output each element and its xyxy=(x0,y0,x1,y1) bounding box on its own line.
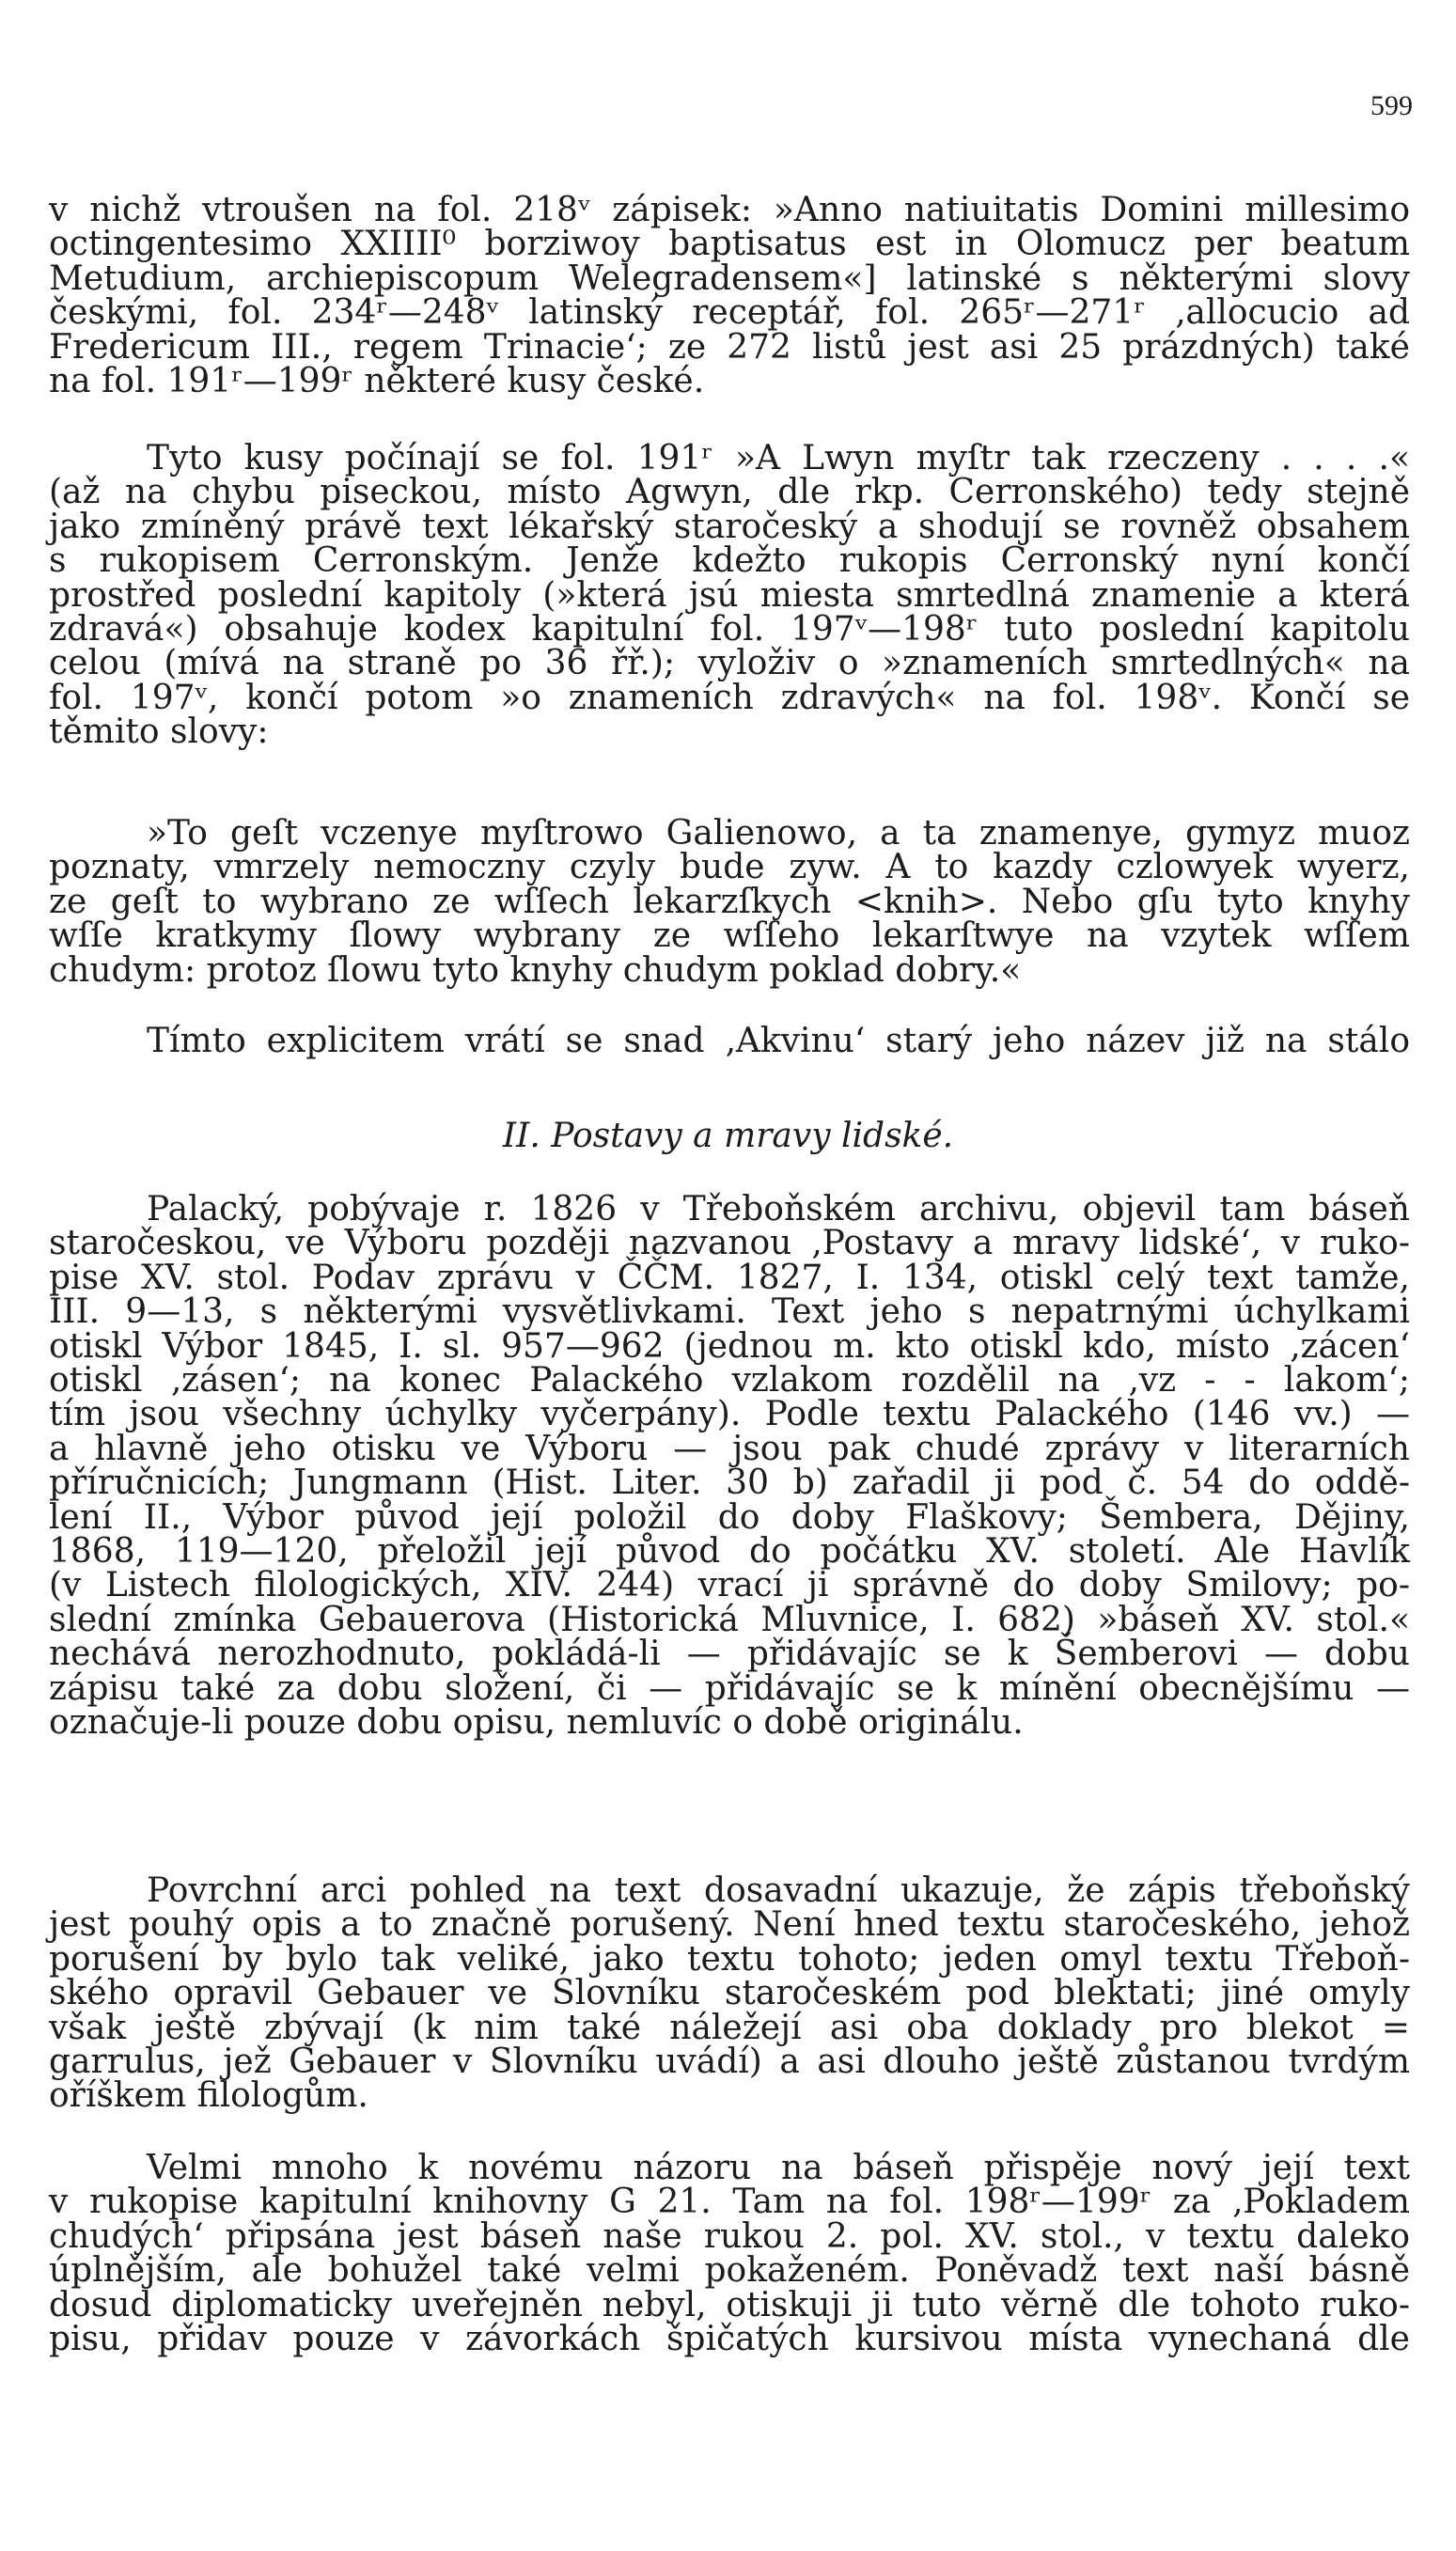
text-line: (v Listech filologických, XIV. 244) vrací ji správně do doby Smilovy; po- xyxy=(49,1566,1410,1605)
text-line: prostřed poslední kapitoly (»která jsú miesta smrtedlná znamenie a která xyxy=(49,575,1410,615)
text-line: dosud diplomaticky uveřejněn nebyl, otiskuji ji tuto věrně dle tohoto ruko- xyxy=(49,2285,1410,2324)
paragraph-czech-pieces xyxy=(49,439,1410,752)
text-line: fol. 197ᵛ, končí potom »o znameních zdravých« na fol. 198ᵛ. Končí se xyxy=(49,678,1410,717)
text-line: jest pouhý opis a to značně porušený. Není hned textu staročeského, jehož xyxy=(49,1905,1410,1945)
text-line: v rukopise kapitulní knihovny G 21. Tam na fol. 198ʳ—199ʳ za ‚Pokladem xyxy=(49,2183,1410,2222)
text-line: lení II., Výbor původ její položil do doby Flaškovy; Šembera, Dějiny, xyxy=(49,1497,1410,1537)
text-line: Tímto explicitem vrátí se snad ‚Akvinu‘ starý jeho název již na stálo xyxy=(147,1022,1410,1060)
text-line: chudym: protoz ſlowu tyto knyhy chudym poklad dobry.« xyxy=(49,950,1022,990)
paragraph-explicit xyxy=(49,1022,1410,1060)
text-line: »To geſt vczenye myſtrowo Galienowo, a ta znamenye, gymyz muoz xyxy=(147,814,1410,853)
page-number: 599 xyxy=(1370,90,1413,121)
text-line: wſſe kratkymy ſlowy wybrany ze wſſeho lekarſtwye na vzytek wſſem xyxy=(49,916,1410,956)
text-line: otiskl Výbor 1845, I. sl. 957—962 (jednou m. kto otiskl kdo, místo ‚zácen‘ xyxy=(49,1326,1410,1366)
text-line: s rukopisem Cerronským. Jenže kdežto rukopis Cerronský nyní končí xyxy=(49,541,1410,581)
text-line: tím jsou všechny úchylky vyčerpány). Podle textu Palackého (146 vv.) — xyxy=(49,1395,1410,1434)
text-line: garrulus, jež Gebauer v Slovníku uvádí) a asi dlouho ještě zůstanou tvrdým xyxy=(49,2042,1410,2082)
text-line: (až na chybu piseckou, místo Agwyn, dle rkp. Cerronského) tedy stejně xyxy=(49,473,1410,512)
paragraph-palacky xyxy=(49,1190,1410,1743)
text-line: chudých‘ připsána jest báseň naše rukou 2. pol. XV. stol., v textu daleko xyxy=(49,2216,1410,2256)
text-line: Tyto kusy počínají se fol. 191ʳ »A Lwyn myſtr tak rzeczeny . . . .« xyxy=(147,439,1410,477)
text-line: příručnicích; Jungmann (Hist. Liter. 30 b) zařadil ji pod č. 54 do oddě- xyxy=(49,1463,1410,1503)
text-line: pise XV. stol. Podav zprávu v ČČM. 1827, I. 134, otiskl celý text tamže, xyxy=(49,1258,1410,1297)
text-line: III. 9—13, s některými vysvětlivkami. Text jeho s nepatrnými úchylkami xyxy=(49,1292,1410,1332)
text-line: Velmi mnoho k novému názoru na báseň přispěje nový její text xyxy=(147,2149,1410,2187)
text-line: Metudium, archiepiscopum Welegradensem«] latinské s některými slovy xyxy=(49,258,1410,298)
text-line: ského opravil Gebauer ve Slovníku staročeském pod blektati; jiné omyly xyxy=(49,1974,1410,2013)
text-line: však ještě zbývají (k nim také náležejí asi oba doklady pro blekot = xyxy=(49,2008,1410,2047)
text-line: staročeskou, ve Výboru později nazvanou ‚Postavy a mravy lidské‘, v ruko- xyxy=(49,1224,1410,1263)
paragraph-manuscript-description xyxy=(49,191,1410,401)
text-line: zápisu také za dobu složení, či — přidávajíc se k mínění obecnějšímu — xyxy=(49,1668,1410,1708)
text-line: oříškem filologům. xyxy=(49,2076,368,2116)
paragraph-trebon-copy xyxy=(49,1871,1410,2116)
text-line: 1868, 119—120, přeložil její původ do počátku XV. století. Ale Havlík xyxy=(49,1532,1410,1572)
text-line: českými, fol. 234ʳ—248ᵛ latinský receptář, fol. 265ʳ—271ʳ ‚allocucio ad xyxy=(49,293,1410,333)
text-line: poznaty, vmrzely nemoczny czyly bude zyw. A to kazdy czlowyek wyerz, xyxy=(49,848,1410,887)
text-line: otiskl ‚zásen‘; na konec Palackého vzlakom rozdělil na ‚vz - - lakom‘; xyxy=(49,1361,1410,1401)
text-line: úplnějším, ale bohužel také velmi pokaženém. Poněvadž text naší básně xyxy=(49,2251,1410,2291)
text-line: zdravá«) obsahuje kodex kapitulní fol. 197ᵛ—198ʳ tuto poslední kapitolu xyxy=(49,610,1410,649)
text-line: nechává nerozhodnuto, pokládá-li — přidávajíc se k Šemberovi — dobu xyxy=(49,1635,1410,1674)
text-line: a hlavně jeho otisku ve Výboru — jsou pak chudé zprávy v literarních xyxy=(49,1429,1410,1468)
text-line: Palacký, pobývaje r. 1826 v Třeboňském archivu, objevil tam báseň xyxy=(147,1190,1410,1229)
section-heading: II. Postavy a mravy lidské. xyxy=(502,1117,954,1155)
text-line: pisu, přidav pouze v závorkách špičatých kursivou místa vynechaná dle xyxy=(49,2320,1410,2359)
text-line: octingentesimo XXIIII⁰ borziwoy baptisatus est in Olomucz per beatum xyxy=(49,225,1410,264)
paragraph-old-czech-quote xyxy=(49,814,1410,990)
text-line: ze geſt to wybrano ze wſſech lekarzſkych <knih>. Nebo gſu tyto knyhy xyxy=(49,882,1410,921)
text-line: celou (mívá na straně po 36 řř.); vyloživ o »znameních smrtedlných« na xyxy=(49,644,1410,683)
text-line: Povrchní arci pohled na text dosavadní ukazuje, že zápis třeboňský xyxy=(147,1871,1410,1910)
text-line: porušení by bylo tak veliké, jako textu tohoto; jeden omyl textu Třeboň- xyxy=(49,1939,1410,1979)
text-line: v nichž vtroušen na fol. 218ᵛ zápisek: »Anno natiuitatis Domini millesimo xyxy=(49,191,1410,229)
text-line: na fol. 191ʳ—199ʳ některé kusy české. xyxy=(49,362,705,401)
paragraph-chapter-library xyxy=(49,2149,1410,2359)
text-line: těmito slovy: xyxy=(49,712,269,752)
text-line: slední zmínka Gebauerova (Historická Mluvnice, I. 682) »báseň XV. stol.« xyxy=(49,1600,1410,1639)
text-line: jako zmíněný právě text lékařský staročeský a shodují se rovněž obsahem xyxy=(49,507,1410,546)
text-line: označuje-li pouze dobu opisu, nemluvíc o době originálu. xyxy=(49,1703,1024,1743)
text-line: Fredericum III., regem Trinacie‘; ze 272 listů jest asi 25 prázdných) také xyxy=(49,327,1410,367)
